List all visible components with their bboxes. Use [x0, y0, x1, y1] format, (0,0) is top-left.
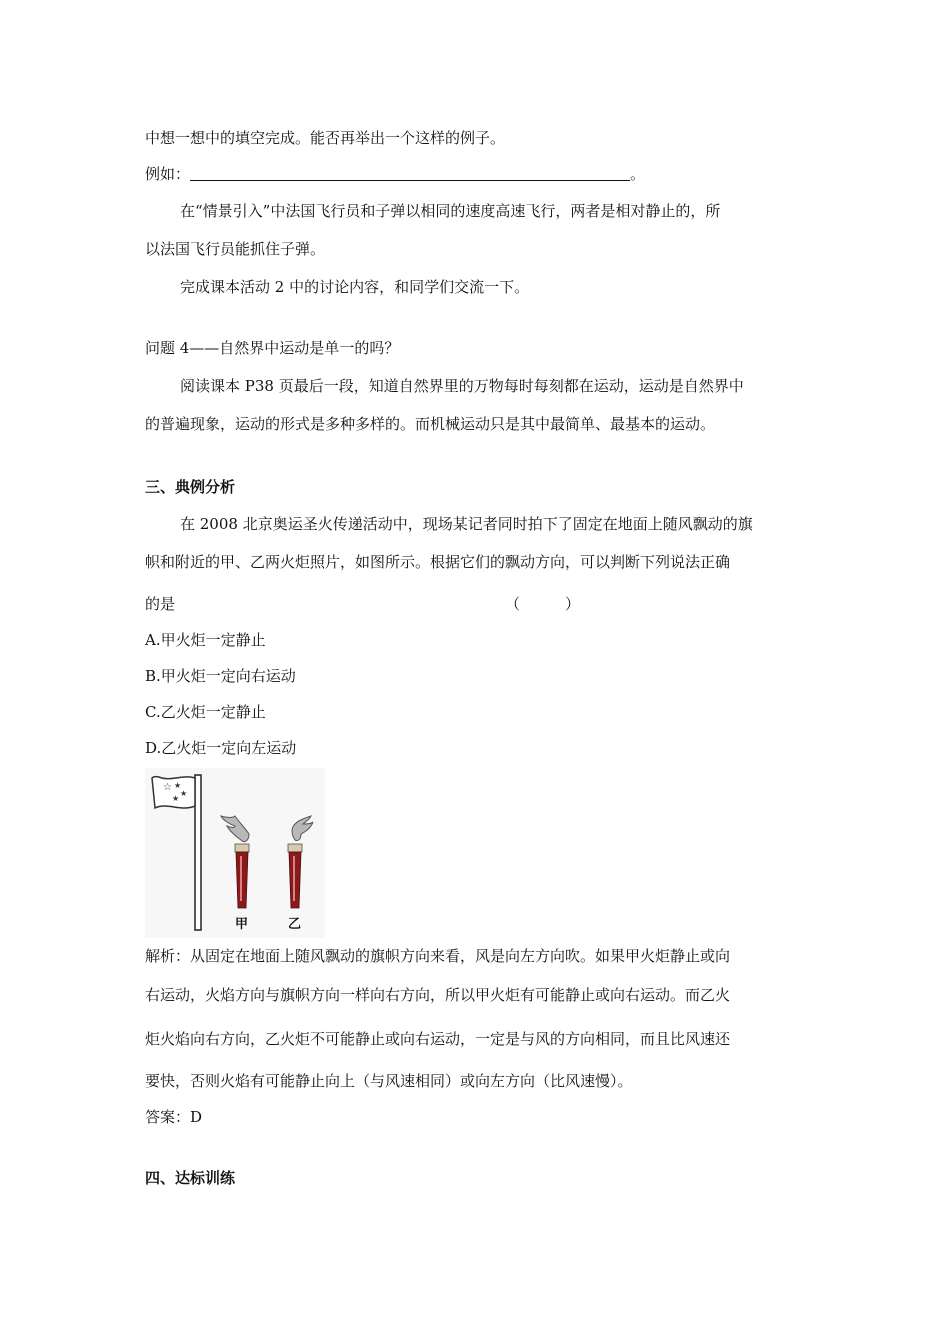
option-d: D.乙火炬一定向左运动: [145, 739, 297, 757]
question-line-1: 在 2008 北京奥运圣火传递活动中，现场某记者同时拍下了固定在地面上随风飘动的旗: [180, 515, 753, 533]
section-4-heading: 四、达标训练: [145, 1169, 236, 1187]
section-3-heading: 三、典例分析: [145, 478, 236, 496]
question-line-3: 的是: [145, 595, 176, 613]
flag-pole: [195, 775, 201, 930]
answer-line: 答案：D: [145, 1108, 203, 1126]
option-b: B.甲火炬一定向右运动: [145, 667, 296, 685]
flag-torch-figure: [145, 768, 325, 938]
torch-a-label: 甲: [235, 917, 249, 932]
star-icon: ☆: [163, 782, 172, 793]
example-blank[interactable]: [190, 166, 630, 181]
text-line-7: 阅读课本 P38 页最后一段，知道自然界里的万物每时每刻都在运动，运动是自然界中: [180, 377, 744, 395]
question-line-2: 帜和附近的甲、乙两火炬照片，如图所示。根据它们的飘动方向，可以判断下列说法正确: [145, 553, 731, 571]
example-period: 。: [630, 165, 646, 183]
analysis-line-2: 右运动，火焰方向与旗帜方向一样向右方向，所以甲火炬有可能静止或向右运动。而乙火: [145, 986, 731, 1004]
text-line-8: 的普遍现象，运动的形式是多种多样的。而机械运动只是其中最简单、最基本的运动。: [145, 415, 716, 433]
option-c: C.乙火炬一定静止: [145, 703, 266, 721]
example-label: 例如：: [145, 165, 191, 183]
text-line-1: 中想一想中的填空完成。能否再举出一个这样的例子。: [145, 129, 506, 147]
text-line-4: 以法国飞行员能抓住子弹。: [145, 240, 326, 258]
star-icon: ★: [174, 781, 182, 790]
text-line-5: 完成课本活动 2 中的讨论内容，和同学们交流一下。: [180, 278, 530, 296]
text-line-3: 在“情景引入”中法国飞行员和子弹以相同的速度高速飞行，两者是相对静止的，所: [180, 202, 721, 220]
torch-b-label: 乙: [288, 917, 302, 932]
analysis-line-3: 炬火焰向右方向，乙火炬不可能静止或向右运动，一定是与风的方向相同，而且比风速还: [145, 1030, 731, 1048]
question-4-title: 问题 4——自然界中运动是单一的吗？: [145, 339, 400, 357]
analysis-line-1: 解析：从固定在地面上随风飘动的旗帜方向来看，风是向左方向吹。如果甲火炬静止或向: [145, 947, 731, 965]
answer-parentheses: （ ）: [505, 595, 581, 613]
option-a: A.甲火炬一定静止: [145, 631, 266, 649]
star-icon: ★: [172, 794, 180, 803]
example-line: [145, 164, 645, 184]
analysis-line-4: 要快，否则火焰有可能静止向上（与风速相同）或向左方向（比风速慢）。: [145, 1072, 633, 1090]
star-icon: ★: [180, 789, 188, 798]
